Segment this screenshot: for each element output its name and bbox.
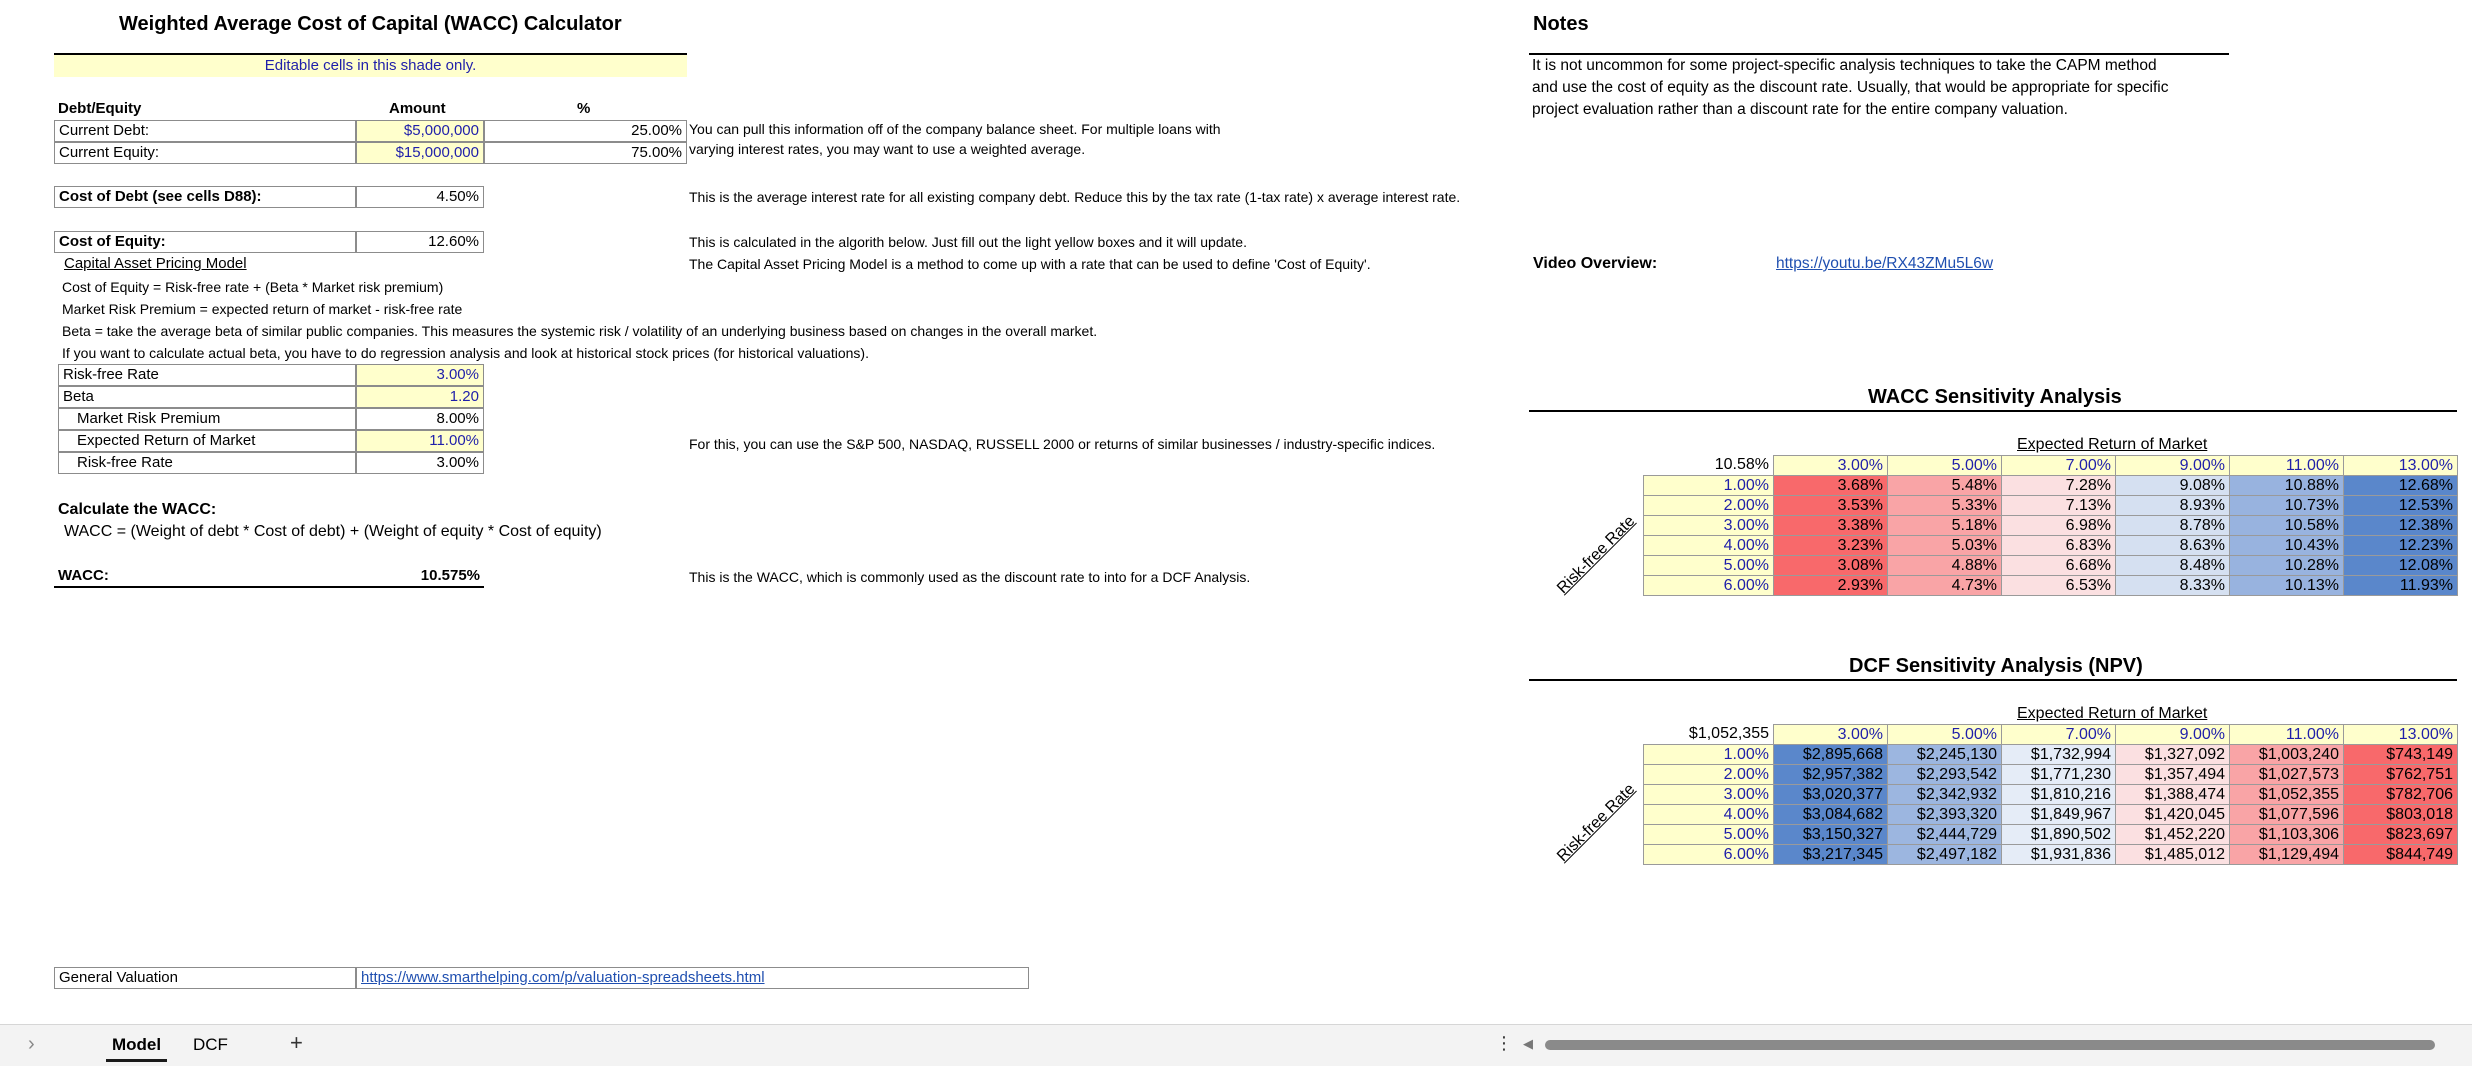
wacc-sens-cell: 3.38% bbox=[1774, 516, 1888, 536]
table-row bbox=[1644, 805, 2458, 825]
dcf-sens-cell: $844,749 bbox=[2344, 845, 2458, 865]
table-row bbox=[1644, 556, 2458, 576]
dcf-sens-cell: $1,452,220 bbox=[2116, 825, 2230, 845]
dcf-sens-cell: $2,393,320 bbox=[1888, 805, 2002, 825]
dcf-sens-cell: $1,003,240 bbox=[2230, 745, 2344, 765]
wacc-sens-row-header[interactable]: 1.00% bbox=[1644, 476, 1774, 496]
wacc-sens-row-header[interactable]: 2.00% bbox=[1644, 496, 1774, 516]
dcf-sens-underline bbox=[1529, 679, 2457, 681]
table-row bbox=[1644, 745, 2458, 765]
beta-input[interactable]: 1.20 bbox=[356, 386, 484, 408]
current-debt-label: Current Debt: bbox=[54, 120, 356, 142]
wacc-sens-row-header[interactable]: 5.00% bbox=[1644, 556, 1774, 576]
wacc-sens-cell: 10.13% bbox=[2230, 576, 2344, 596]
dcf-sens-cell: $3,020,377 bbox=[1774, 785, 1888, 805]
dcf-sens-cell: $3,084,682 bbox=[1774, 805, 1888, 825]
notes-line-3: project evaluation rather than a discount rate for the entire company valuation. bbox=[1532, 101, 2068, 118]
de-note-2: varying interest rates, you may want to use a weighted average. bbox=[689, 141, 1086, 157]
wacc-sens-cell: 7.28% bbox=[2002, 476, 2116, 496]
wacc-sens-cell: 6.98% bbox=[2002, 516, 2116, 536]
de-header-pct: % bbox=[577, 100, 591, 117]
dcf-sens-cell: $1,771,230 bbox=[2002, 765, 2116, 785]
wacc-sens-row-header[interactable]: 6.00% bbox=[1644, 576, 1774, 596]
cost-of-equity-note-2: The Capital Asset Pricing Model is a method to come up with a rate that can be used to define 'Cost of Equity'. bbox=[689, 256, 1371, 272]
wacc-sens-cell: 3.23% bbox=[1774, 536, 1888, 556]
dcf-sens-cell: $1,931,836 bbox=[2002, 845, 2116, 865]
table-row bbox=[1644, 496, 2458, 516]
dcf-sens-cell: $1,890,502 bbox=[2002, 825, 2116, 845]
dcf-sens-col-header[interactable]: 3.00% bbox=[1774, 725, 1888, 745]
current-debt-pct: 25.00% bbox=[484, 120, 687, 142]
wacc-sens-cell: 8.63% bbox=[2116, 536, 2230, 556]
dcf-sens-row-header[interactable]: 4.00% bbox=[1644, 805, 1774, 825]
cost-of-equity-note-1: This is calculated in the algorith below. Just fill out the light yellow boxes and it will update. bbox=[689, 234, 1247, 250]
wacc-sens-underline bbox=[1529, 410, 2457, 412]
dcf-sens-cell: $1,077,596 bbox=[2230, 805, 2344, 825]
wacc-sens-cell: 12.53% bbox=[2344, 496, 2458, 516]
page-title: Weighted Average Cost of Capital (WACC) Calculator bbox=[119, 13, 622, 35]
capm-line-2: Market Risk Premium = expected return of market - risk-free rate bbox=[62, 301, 463, 317]
risk-free-rate-2-value: 3.00% bbox=[356, 452, 484, 474]
cost-of-debt-label: Cost of Debt (see cells D88): bbox=[54, 186, 356, 208]
calc-formula: WACC = (Weight of debt * Cost of debt) + (Weight of equity * Cost of equity) bbox=[64, 523, 602, 540]
wacc-sens-cell: 9.08% bbox=[2116, 476, 2230, 496]
wacc-sens-col-header[interactable]: 9.00% bbox=[2116, 456, 2230, 476]
dcf-sens-cell: $1,810,216 bbox=[2002, 785, 2116, 805]
table-row bbox=[1644, 845, 2458, 865]
wacc-sens-cell: 12.08% bbox=[2344, 556, 2458, 576]
dcf-sens-col-axis: Expected Return of Market bbox=[2017, 705, 2208, 722]
cost-of-equity-value: 12.60% bbox=[356, 231, 484, 253]
expected-return-label: Expected Return of Market bbox=[58, 430, 356, 452]
wacc-sens-cell: 6.83% bbox=[2002, 536, 2116, 556]
dcf-sens-cell: $1,357,494 bbox=[2116, 765, 2230, 785]
wacc-sens-row-header[interactable]: 3.00% bbox=[1644, 516, 1774, 536]
dcf-sens-row-header[interactable]: 2.00% bbox=[1644, 765, 1774, 785]
wacc-sens-cell: 5.18% bbox=[1888, 516, 2002, 536]
dcf-sens-cell: $2,895,668 bbox=[1774, 745, 1888, 765]
notes-title: Notes bbox=[1533, 13, 1589, 35]
wacc-sens-cell: 10.88% bbox=[2230, 476, 2344, 496]
notes-underline bbox=[1529, 53, 2229, 55]
wacc-sens-row-header[interactable]: 4.00% bbox=[1644, 536, 1774, 556]
de-header-label: Debt/Equity bbox=[58, 100, 142, 117]
wacc-sens-cell: 4.88% bbox=[1888, 556, 2002, 576]
risk-free-rate-label: Risk-free Rate bbox=[58, 364, 356, 386]
wacc-sens-row-axis: Risk-free Rate bbox=[1554, 512, 1639, 598]
horizontal-scrollbar[interactable] bbox=[1545, 1040, 2435, 1050]
table-row bbox=[1644, 536, 2458, 556]
more-options-icon[interactable]: ⋮ bbox=[1495, 1033, 1513, 1053]
dcf-sens-row-header[interactable]: 6.00% bbox=[1644, 845, 1774, 865]
de-header-amount: Amount bbox=[389, 100, 446, 117]
scroll-left-icon[interactable]: ◀ bbox=[1523, 1036, 1533, 1051]
capm-line-1: Cost of Equity = Risk-free rate + (Beta * Market risk premium) bbox=[62, 279, 444, 295]
current-equity-label: Current Equity: bbox=[54, 142, 356, 164]
wacc-label: WACC: bbox=[58, 567, 109, 584]
dcf-sens-col-header[interactable]: 11.00% bbox=[2230, 725, 2344, 745]
wacc-sens-cell: 5.33% bbox=[1888, 496, 2002, 516]
wacc-sens-header-row bbox=[1644, 456, 2458, 476]
wacc-sens-cell: 8.48% bbox=[2116, 556, 2230, 576]
dcf-sens-cell: $1,732,994 bbox=[2002, 745, 2116, 765]
wacc-sens-cell: 10.73% bbox=[2230, 496, 2344, 516]
dcf-sens-row-axis: Risk-free Rate bbox=[1554, 780, 1639, 866]
dcf-sens-cell: $762,751 bbox=[2344, 765, 2458, 785]
wacc-sens-corner: 10.58% bbox=[1714, 456, 1769, 474]
wacc-sens-col-header[interactable]: 3.00% bbox=[1774, 456, 1888, 476]
dcf-sens-col-header[interactable]: 13.00% bbox=[2344, 725, 2458, 745]
wacc-sens-col-header[interactable]: 7.00% bbox=[2002, 456, 2116, 476]
beta-label: Beta bbox=[58, 386, 356, 408]
wacc-sens-cell: 10.43% bbox=[2230, 536, 2344, 556]
wacc-sens-cell: 4.73% bbox=[1888, 576, 2002, 596]
dcf-sens-cell: $1,485,012 bbox=[2116, 845, 2230, 865]
market-risk-premium-label: Market Risk Premium bbox=[58, 408, 356, 430]
market-risk-premium-value: 8.00% bbox=[356, 408, 484, 430]
expected-return-input[interactable]: 11.00% bbox=[356, 430, 484, 452]
notes-line-1: It is not uncommon for some project-specific analysis techniques to take the CAPM method bbox=[1532, 57, 2157, 74]
wacc-sens-cell: 11.93% bbox=[2344, 576, 2458, 596]
dcf-sens-cell: $1,420,045 bbox=[2116, 805, 2230, 825]
wacc-sens-col-header[interactable]: 5.00% bbox=[1888, 456, 2002, 476]
dcf-sens-cell: $2,444,729 bbox=[1888, 825, 2002, 845]
cost-of-equity-label: Cost of Equity: bbox=[54, 231, 356, 253]
dcf-sens-title: DCF Sensitivity Analysis (NPV) bbox=[1849, 655, 2143, 677]
table-row bbox=[1644, 785, 2458, 805]
cost-of-debt-note: This is the average interest rate for all existing company debt. Reduce this by the tax rate (1-tax rate) x average interest rate. bbox=[689, 189, 1461, 205]
current-equity-pct: 75.00% bbox=[484, 142, 687, 164]
table-row bbox=[1644, 476, 2458, 496]
wacc-value: 10.575% bbox=[420, 567, 480, 584]
wacc-sens-cell: 5.48% bbox=[1888, 476, 2002, 496]
wacc-sens-cell: 8.33% bbox=[2116, 576, 2230, 596]
dcf-sens-cell: $803,018 bbox=[2344, 805, 2458, 825]
dcf-sens-col-header[interactable]: 7.00% bbox=[2002, 725, 2116, 745]
wacc-sens-cell: 3.08% bbox=[1774, 556, 1888, 576]
wacc-sens-cell: 7.13% bbox=[2002, 496, 2116, 516]
wacc-sens-cell: 2.93% bbox=[1774, 576, 1888, 596]
wacc-sens-cell: 3.68% bbox=[1774, 476, 1888, 496]
wacc-sens-cell: 8.78% bbox=[2116, 516, 2230, 536]
wacc-sens-table bbox=[1643, 455, 2458, 596]
wacc-sens-cell: 12.23% bbox=[2344, 536, 2458, 556]
dcf-sens-cell: $3,150,327 bbox=[1774, 825, 1888, 845]
dcf-sens-cell: $2,293,542 bbox=[1888, 765, 2002, 785]
dcf-sens-col-header[interactable]: 9.00% bbox=[2116, 725, 2230, 745]
capm-title: Capital Asset Pricing Model bbox=[64, 255, 247, 272]
dcf-sens-cell: $782,706 bbox=[2344, 785, 2458, 805]
dcf-sens-row-header[interactable]: 1.00% bbox=[1644, 745, 1774, 765]
dcf-sens-cell: $743,149 bbox=[2344, 745, 2458, 765]
add-sheet-button[interactable]: + bbox=[290, 1030, 303, 1055]
dcf-sens-cell: $2,957,382 bbox=[1774, 765, 1888, 785]
wacc-sens-cell: 10.28% bbox=[2230, 556, 2344, 576]
dcf-sens-cell: $1,052,355 bbox=[2230, 785, 2344, 805]
wacc-sens-cell: 12.38% bbox=[2344, 516, 2458, 536]
capm-line-4: If you want to calculate actual beta, you have to do regression analysis and look at historical stock prices (for historical valuations). bbox=[62, 345, 869, 361]
expected-return-note: For this, you can use the S&P 500, NASDAQ, RUSSELL 2000 or returns of similar businesses / industry-specific indices. bbox=[689, 436, 1436, 452]
tab-model[interactable]: Model bbox=[106, 1031, 167, 1062]
dcf-sens-cell: $2,497,182 bbox=[1888, 845, 2002, 865]
wacc-sens-col-axis: Expected Return of Market bbox=[2017, 436, 2208, 453]
dcf-sens-table bbox=[1643, 724, 2458, 865]
capm-line-3: Beta = take the average beta of similar public companies. This measures the systemic risk / volatility of an underlying business based on changes in the overall market. bbox=[62, 323, 1098, 339]
wacc-note: This is the WACC, which is commonly used as the discount rate to into for a DCF Analysis. bbox=[689, 569, 1251, 585]
tab-nav-chevron-icon[interactable]: › bbox=[28, 1033, 35, 1055]
wacc-sens-cell: 3.53% bbox=[1774, 496, 1888, 516]
wacc-sens-cell: 12.68% bbox=[2344, 476, 2458, 496]
dcf-sens-cell: $1,027,573 bbox=[2230, 765, 2344, 785]
current-debt-input[interactable]: $5,000,000 bbox=[356, 120, 484, 142]
dcf-sens-cell: $1,388,474 bbox=[2116, 785, 2230, 805]
dcf-sens-cell: $3,217,345 bbox=[1774, 845, 1888, 865]
dcf-sens-cell: $1,129,494 bbox=[2230, 845, 2344, 865]
dcf-sens-cell: $1,327,092 bbox=[2116, 745, 2230, 765]
dcf-sens-cell: $2,342,932 bbox=[1888, 785, 2002, 805]
wacc-sens-cell: 6.68% bbox=[2002, 556, 2116, 576]
dcf-sens-cell: $823,697 bbox=[2344, 825, 2458, 845]
table-row bbox=[1644, 516, 2458, 536]
wacc-sens-col-header[interactable]: 11.00% bbox=[2230, 456, 2344, 476]
wacc-sens-cell: 5.03% bbox=[1888, 536, 2002, 556]
general-valuation-label: General Valuation bbox=[54, 967, 356, 989]
wacc-sens-col-header[interactable]: 13.00% bbox=[2344, 456, 2458, 476]
wacc-underline bbox=[54, 586, 484, 588]
de-note-1: You can pull this information off of the company balance sheet. For multiple loans with bbox=[689, 121, 1221, 137]
table-row bbox=[1644, 576, 2458, 596]
dcf-sens-cell: $1,849,967 bbox=[2002, 805, 2116, 825]
notes-line-2: and use the cost of equity as the discount rate. Usually, that would be appropriate for specific bbox=[1532, 79, 2169, 96]
table-row bbox=[1644, 765, 2458, 785]
wacc-sens-cell: 6.53% bbox=[2002, 576, 2116, 596]
cost-of-debt-value: 4.50% bbox=[356, 186, 484, 208]
dcf-sens-cell: $2,245,130 bbox=[1888, 745, 2002, 765]
editable-note: Editable cells in this shade only. bbox=[54, 55, 687, 77]
general-valuation-link[interactable]: https://www.smarthelping.com/p/valuation-spreadsheets.html bbox=[356, 967, 1029, 989]
dcf-sens-row-header[interactable]: 5.00% bbox=[1644, 825, 1774, 845]
risk-free-rate-input[interactable]: 3.00% bbox=[356, 364, 484, 386]
video-link[interactable]: https://youtu.be/RX43ZMu5L6w bbox=[1776, 255, 1994, 272]
wacc-sens-cell: 10.58% bbox=[2230, 516, 2344, 536]
wacc-sens-title: WACC Sensitivity Analysis bbox=[1868, 386, 2122, 408]
wacc-sens-cell: 8.93% bbox=[2116, 496, 2230, 516]
dcf-sens-row-header[interactable]: 3.00% bbox=[1644, 785, 1774, 805]
risk-free-rate-2-label: Risk-free Rate bbox=[58, 452, 356, 474]
dcf-sens-col-header[interactable]: 5.00% bbox=[1888, 725, 2002, 745]
calc-title: Calculate the WACC: bbox=[58, 501, 217, 518]
video-label: Video Overview: bbox=[1533, 255, 1658, 272]
dcf-sens-header-row bbox=[1644, 725, 2458, 745]
table-row bbox=[1644, 825, 2458, 845]
dcf-sens-cell: $1,103,306 bbox=[2230, 825, 2344, 845]
tab-dcf[interactable]: DCF bbox=[193, 1035, 228, 1054]
dcf-sens-corner: $1,052,355 bbox=[1688, 725, 1769, 743]
current-equity-input[interactable]: $15,000,000 bbox=[356, 142, 484, 164]
